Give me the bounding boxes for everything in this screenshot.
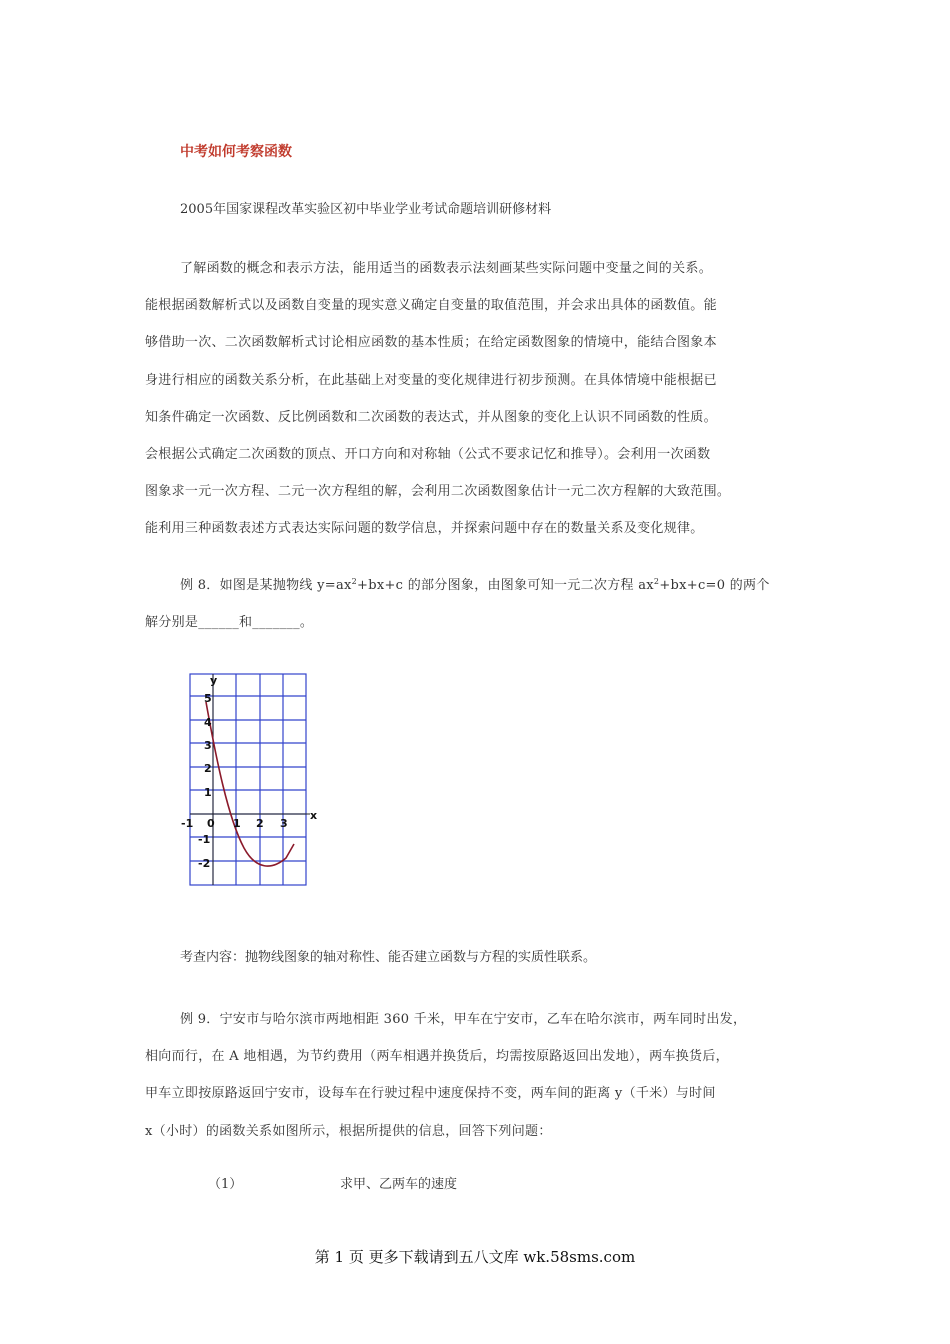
intro-line: 够借助一次、二次函数解析式讨论相应函数的基本性质；在给定函数图象的情境中，能结合图象本 [145, 335, 717, 351]
page-title: 中考如何考察函数 [180, 144, 292, 160]
y-tick-label: 3 [204, 739, 212, 752]
example-8-answer-blanks: 解分别是______和_______。 [145, 615, 314, 631]
question-1 [208, 1173, 242, 1192]
x-tick-label: 3 [280, 817, 288, 830]
y-axis-label: y [210, 674, 218, 687]
intro-paragraph [145, 250, 805, 548]
x-tick-label: 2 [256, 817, 264, 830]
question-1-number: （1） [208, 1177, 243, 1192]
subtitle: 2005年国家课程改革实验区初中毕业学业考试命题培训研修材料 [180, 202, 552, 217]
exam-note: 考查内容：抛物线图象的轴对称性、能否建立函数与方程的实质性联系。 [180, 950, 597, 965]
intro-line: 能利用三种函数表述方式表达实际问题的数学信息，并探索问题中存在的数量关系及变化规律。 [145, 521, 704, 537]
intro-line: 会根据公式确定二次函数的顶点、开口方向和对称轴（公式不要求记忆和推导）。会利用一次函数 [145, 447, 711, 463]
intro-line: 能根据函数解析式以及函数自变量的现实意义确定自变量的取值范围，并会求出具体的函数值。能 [145, 298, 717, 314]
y-tick-label: 4 [204, 716, 212, 729]
example-8 [145, 567, 805, 641]
parabola-curve [206, 702, 294, 866]
intro-line: 知条件确定一次函数、反比例函数和二次函数的表达式，并从图象的变化上认识不同函数的性质。 [145, 409, 717, 425]
x-tick-label: 1 [233, 817, 241, 830]
example-9 [145, 1001, 805, 1150]
example-9-line: 甲车立即按原路返回宁安市，设每车在行驶过程中速度保持不变，两车间的距离 y（千米）与时间 [145, 1086, 716, 1102]
intro-line: 图象求一元一次方程、二元一次方程组的解，会利用二次函数图象估计一元二次方程解的大致范围。 [145, 484, 731, 500]
x-tick-label: 0 [207, 817, 215, 830]
intro-line: 了解函数的概念和表示方法，能用适当的函数表示法刻画某些实际问题中变量之间的关系。 [180, 261, 713, 276]
page-footer: 第 1 页 更多下载请到五八文库 wk.58sms.com [314, 1248, 636, 1266]
y-tick-label: 2 [204, 762, 212, 775]
x-axis-label: x [310, 809, 318, 822]
intro-line: 身进行相应的函数关系分析，在此基础上对变量的变化规律进行初步预测。在具体情境中能根据已 [145, 372, 717, 388]
example-9-line: x（小时）的函数关系如图所示，根据所提供的信息，回答下列问题： [145, 1123, 552, 1139]
example-9-line: 例 9．宁安市与哈尔滨市两地相距 360 千米，甲车在宁安市，乙车在哈尔滨市，两车同时出发， [180, 1012, 747, 1027]
y-tick-label: 5 [204, 692, 212, 705]
y-tick-label: -2 [198, 857, 211, 870]
example-8-question: 例 8．如图是某抛物线 $y=ax^2+bx+c$ 的部分图象，由图象可知一元二次方程 $ax^2+bx+c=0$ 的两个 [180, 577, 770, 593]
y-tick-label: -1 [198, 833, 211, 846]
y-tick-label: 1 [204, 786, 212, 799]
parabola-graph [176, 668, 326, 893]
question-1-text: 求甲、乙两车的速度 [340, 1177, 458, 1192]
example-9-line: 相向而行，在 A 地相遇，为节约费用（两车相遇并换货后，均需按原路返回出发地），两车换货后， [145, 1049, 729, 1065]
x-tick-label: -1 [181, 817, 194, 830]
